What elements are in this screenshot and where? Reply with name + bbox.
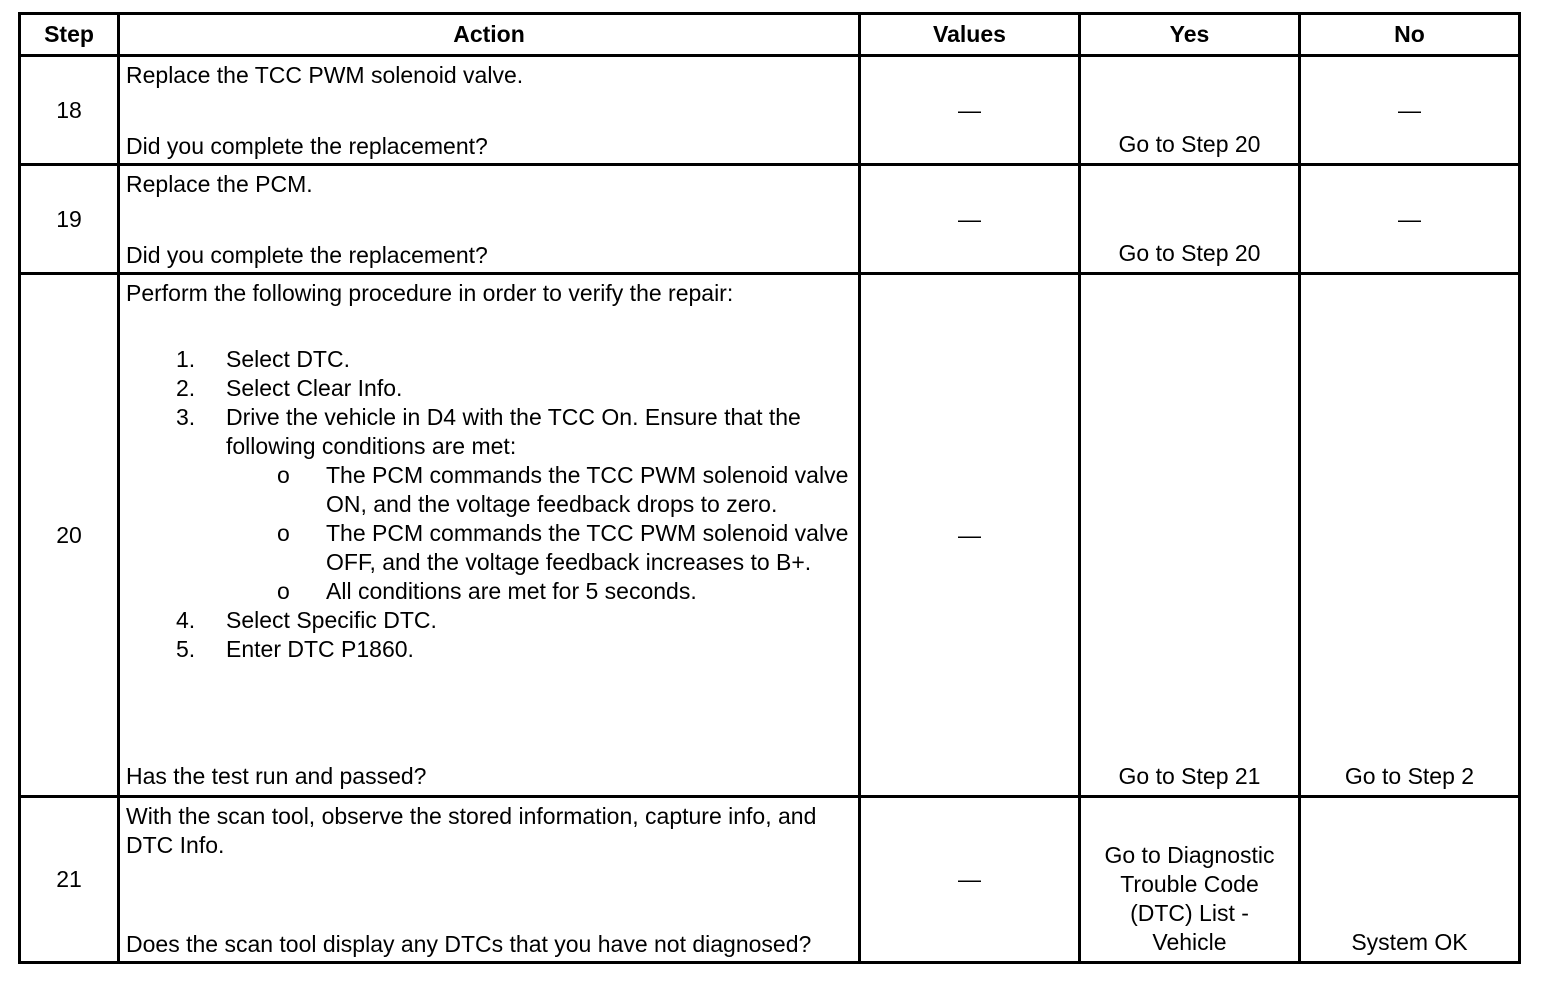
- step-text: Select Specific DTC.: [226, 607, 437, 633]
- header-no: No: [1298, 12, 1521, 57]
- condition-item: [226, 577, 852, 606]
- procedure-step: [126, 635, 852, 664]
- header-values: Values: [858, 12, 1081, 57]
- step-text: Select DTC.: [226, 346, 350, 372]
- step-text: Select Clear Info.: [226, 375, 403, 401]
- step-number: 21: [18, 795, 120, 964]
- condition-text: All conditions are met for 5 seconds.: [326, 578, 697, 604]
- action-cell: [117, 795, 861, 964]
- step-number: 18: [18, 54, 120, 166]
- condition-item: [226, 519, 852, 577]
- action-intro: Perform the following procedure in order to verify the repair:: [126, 280, 734, 306]
- action-question: Did you complete the replacement?: [126, 242, 488, 268]
- conditions-list: [226, 461, 852, 606]
- header-yes: Yes: [1078, 12, 1301, 57]
- no-cell: System OK: [1298, 795, 1521, 964]
- condition-text: The PCM commands the TCC PWM solenoid valve OFF, and the voltage feedback increases to B+.: [326, 520, 849, 575]
- procedure-list: [126, 345, 852, 664]
- step-marker: 4.: [176, 607, 196, 633]
- step-text: Enter DTC P1860.: [226, 636, 414, 662]
- action-cell: [117, 272, 861, 798]
- values-cell: —: [858, 272, 1081, 798]
- procedure-step: [126, 345, 852, 374]
- yes-cell: Go to Step 20: [1078, 163, 1301, 275]
- action-cell: [117, 163, 861, 275]
- no-cell: Go to Step 2: [1298, 272, 1521, 798]
- step-marker: 2.: [176, 375, 196, 401]
- header-action: Action: [117, 12, 861, 57]
- step-text: Drive the vehicle in D4 with the TCC On. Ensure that the following conditions are met:: [226, 404, 801, 459]
- bullet-marker: o: [277, 578, 290, 604]
- step-number: 19: [18, 163, 120, 275]
- action-intro: Replace the TCC PWM solenoid valve.: [126, 62, 524, 88]
- action-question: Does the scan tool display any DTCs that you have not diagnosed?: [126, 931, 812, 957]
- condition-text: The PCM commands the TCC PWM solenoid valve ON, and the voltage feedback drops to zero.: [326, 462, 849, 517]
- procedure-step: [126, 403, 852, 606]
- yes-cell: Go to Diagnostic Trouble Code (DTC) List - Vehicle: [1078, 795, 1301, 964]
- action-question: Has the test run and passed?: [126, 763, 427, 789]
- step-marker: 5.: [176, 636, 196, 662]
- step-marker: 3.: [176, 404, 196, 430]
- procedure-step: [126, 374, 852, 403]
- no-cell: —: [1298, 54, 1521, 166]
- yes-cell: Go to Step 20: [1078, 54, 1301, 166]
- bullet-marker: o: [277, 462, 290, 488]
- procedure-step: [126, 606, 852, 635]
- step-number: 20: [18, 272, 120, 798]
- values-cell: —: [858, 163, 1081, 275]
- action-cell: [117, 54, 861, 166]
- header-step: Step: [18, 12, 120, 57]
- no-cell: —: [1298, 163, 1521, 275]
- step-marker: 1.: [176, 346, 196, 372]
- yes-cell: Go to Step 21: [1078, 272, 1301, 798]
- action-intro: Replace the PCM.: [126, 171, 313, 197]
- action-question: Did you complete the replacement?: [126, 133, 488, 159]
- values-cell: —: [858, 54, 1081, 166]
- action-intro: With the scan tool, observe the stored information, capture info, and DTC Info.: [126, 803, 823, 858]
- condition-item: [226, 461, 852, 519]
- values-cell: —: [858, 795, 1081, 964]
- bullet-marker: o: [277, 520, 290, 546]
